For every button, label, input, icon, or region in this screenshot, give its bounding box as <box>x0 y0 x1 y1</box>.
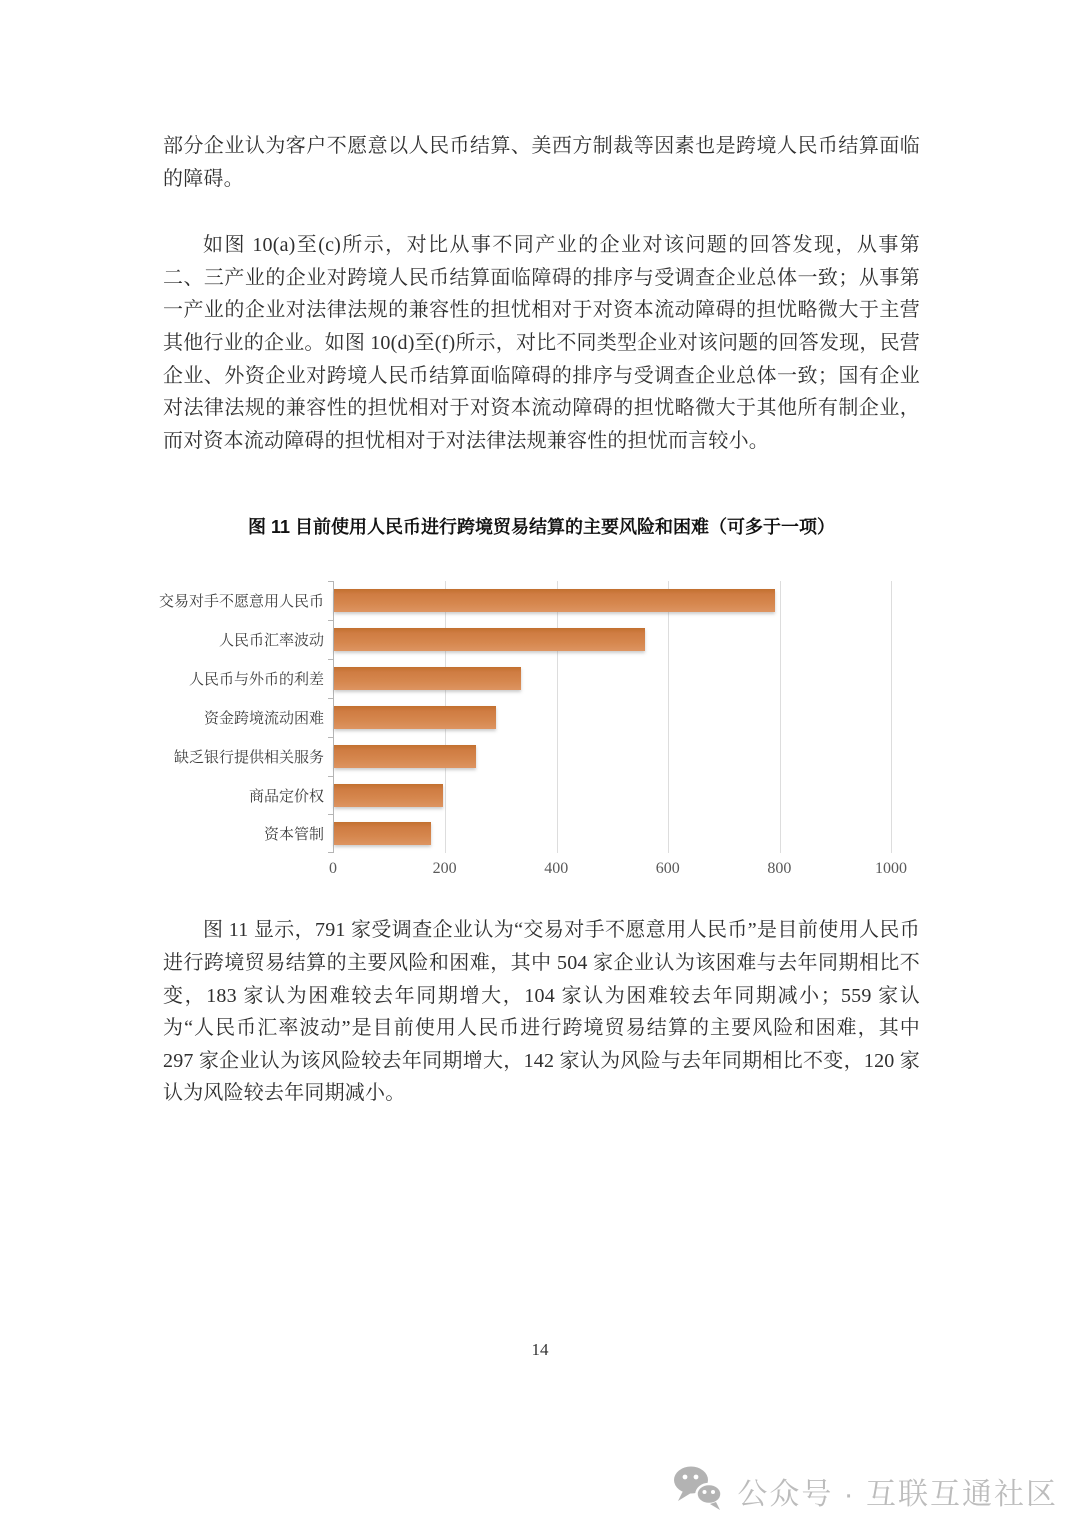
x-axis-tick-label: 0 <box>329 860 337 878</box>
chart-bar <box>334 667 521 690</box>
figure-11-bar-chart <box>158 581 907 884</box>
y-axis-tick <box>328 776 334 777</box>
chart-gridline <box>891 581 892 853</box>
chart-category-label: 交易对手不愿意用人民币 <box>158 593 324 611</box>
y-axis-tick <box>328 814 334 815</box>
x-axis-tick-label: 800 <box>767 860 792 878</box>
chart-bar-row <box>334 815 891 854</box>
chart-x-axis <box>329 860 907 884</box>
chart-bar-row <box>334 581 891 620</box>
chart-bar-row <box>334 620 891 659</box>
chart-bar-row <box>334 776 891 815</box>
body-paragraph-1: 部分企业认为客户不愿意以人民币结算、美西方制裁等因素也是跨境人民币结算面临的障碍。 <box>163 135 920 190</box>
chart-bar <box>334 589 775 612</box>
y-axis-tick <box>328 698 334 699</box>
watermark <box>671 1464 1058 1517</box>
x-axis-tick-label: 200 <box>432 860 457 878</box>
y-axis-tick <box>328 581 334 582</box>
chart-bar <box>334 784 443 807</box>
y-axis-tick <box>328 737 334 738</box>
figure-11-title: 图 11 目前使用人民币进行跨境贸易结算的主要风险和困难（可多于一项） <box>247 517 836 538</box>
chart-category-label: 缺乏银行提供相关服务 <box>173 748 324 766</box>
watermark-text: 公众号 · 互联互通社区 <box>737 1477 1058 1511</box>
chart-category-label: 资金跨境流动困难 <box>203 709 324 727</box>
chart-bar <box>334 628 645 651</box>
x-axis-tick-label: 400 <box>544 860 569 878</box>
chart-category-label: 资本管制 <box>263 826 324 844</box>
chart-bar-row <box>334 698 891 737</box>
y-axis-tick <box>328 659 334 660</box>
chart-bar <box>334 822 431 845</box>
chart-category-labels <box>158 581 333 853</box>
wechat-icon <box>671 1464 725 1517</box>
chart-category-label: 商品定价权 <box>248 787 324 805</box>
chart-bar <box>334 745 476 768</box>
page-content <box>158 130 920 1110</box>
y-axis-tick <box>328 620 334 621</box>
chart-category-label: 人民币与外币的利差 <box>188 670 324 688</box>
body-paragraph-2: 如图 10(a)至(c)所示，对比从事不同产业的企业对该问题的回答发现，从事第二、三产业的企业对跨境人民币结算面临障碍的排序与受调查企业总体一致；从事第一产业的企业对法律法规的兼容性的担忧相对于对资本流动障碍的担忧略微大于主营其他行业的企业。如图 10(d)至(f)所示，对比不同类型企业对该问题的回答发现，民营企业、外资企业对跨境人民币结算面临障碍的排序与受调查企业总体一致；国有企业对法律法规的兼容性的担忧相对于对资本流动障碍的担忧略微大于其他所有制企业，而对资本流动障碍的担忧相对于对法律法规兼容性的担忧而言较小。 <box>163 234 920 452</box>
chart-category-label: 人民币汇率波动 <box>218 632 324 650</box>
page-number: 14 <box>531 1340 549 1359</box>
chart-bar-row <box>334 737 891 776</box>
x-axis-tick-label: 1000 <box>875 860 907 878</box>
y-axis-tick <box>328 852 334 853</box>
x-axis-tick-label: 600 <box>655 860 680 878</box>
body-paragraph-3: 图 11 显示，791 家受调查企业认为“交易对手不愿意用人民币”是目前使用人民币进行跨境贸易结算的主要风险和困难，其中 504 家企业认为该困难与去年同期相比不变，183 家认为困难较去年同期增大，104 家认为困难较去年同期减小；559 家认为“人民币汇率波动”是目前使用人民币进行跨境贸易结算的主要风险和困难，其中 297 家企业认为该风险较去年同期增大，142 家认为风险与去年同期相比不变，120 家认为风险较去年同期减小。 <box>163 919 920 1105</box>
chart-bar-row <box>334 659 891 698</box>
chart-bar <box>334 706 496 729</box>
chart-plot-area <box>333 581 891 853</box>
